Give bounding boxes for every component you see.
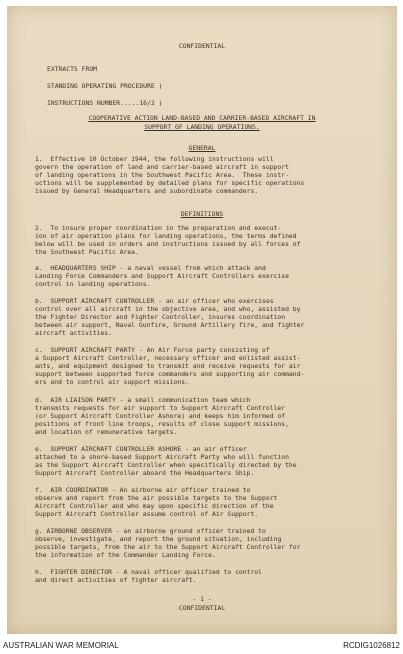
definition-g-line: g. AIRBORNE OBSERVER - an airborne ground officer trained to bbox=[35, 527, 266, 535]
definition-d-line: and location of remunerative targets. bbox=[35, 428, 178, 436]
definitions-intro-line: below will be used in orders and instructions issued by all forces of bbox=[35, 240, 301, 248]
general-para-line: 1. Effective 10 October 1944, the following instructions will bbox=[35, 155, 274, 163]
procedure-title: STANDING OPERATING PROCEDURE ) bbox=[47, 82, 163, 90]
general-para-line: uctions will be supplemented by detailed plans for specific operations bbox=[35, 179, 305, 187]
definition-g-line: observe, investigate, and report the ground situation, including bbox=[35, 535, 282, 543]
definition-e-line: e. SUPPORT AIRCRAFT CONTROLLER ASHORE - an air officer bbox=[35, 445, 247, 453]
classification-bottom: CONFIDENTIAL bbox=[178, 604, 226, 612]
definitions-intro-line: the Southwest Pacific Area. bbox=[35, 248, 139, 256]
definitions-intro-line: 2. To insure proper coordination in the preparation and execut- bbox=[35, 224, 282, 232]
archive-record-id: RCDIG1026812 bbox=[343, 641, 400, 650]
definition-c-line: support between supported force commanders and supporting air command- bbox=[35, 370, 305, 378]
page-number: - 1 - bbox=[192, 595, 212, 603]
definition-e-line: Support Aircraft Controller aboard the Headquarters Ship. bbox=[35, 469, 255, 477]
definition-b-line: the Fighter Director and Fighter Controller, insures coordination bbox=[35, 313, 286, 321]
definition-g-line: the information of the Commander Landing Force. bbox=[35, 551, 216, 559]
definition-b-line: control over all aircraft in the objective area, and who, assisted by bbox=[35, 305, 301, 313]
definition-f-line: f. AIR COORDINATOR - An airborne air officer trained to bbox=[35, 486, 251, 494]
extracts-from: EXTRACTS FROM bbox=[47, 65, 98, 73]
definition-g-line: possible targets, from the air to the Support Aircraft Controller for bbox=[35, 543, 301, 551]
definition-e-line: as the Support Aircraft Controller when specifically directed by the bbox=[35, 461, 297, 469]
archive-name: AUSTRALIAN WAR MEMORIAL bbox=[3, 641, 119, 650]
definition-h-line: h. FIGHTER DIRECTOR - A naval officer qualified to control bbox=[35, 568, 263, 576]
general-para-line: govern the operation of land and carrier-based aircraft in support bbox=[35, 163, 289, 171]
definition-a-line: Landing Force Commanders and Support Aircraft Controllers exercise bbox=[35, 272, 289, 280]
definition-e-line: attached to a shore-based Support Aircraft Party who will function bbox=[35, 453, 289, 461]
main-title-line-2: SUPPORT OF LANDING OPERATIONS. bbox=[144, 123, 260, 131]
document-page bbox=[7, 6, 397, 634]
definition-d-line: transmits requests for air support to Support Aircraft Controller bbox=[35, 404, 286, 412]
classification-top: CONFIDENTIAL bbox=[178, 42, 226, 50]
definition-a-line: control in landing operations. bbox=[35, 280, 151, 288]
section-definitions-heading: DEFINITIONS bbox=[180, 210, 224, 218]
definition-d-line: d. AIR LIAISON PARTY - a small communication team which bbox=[35, 396, 251, 404]
definition-c-line: ers and to control air support missions. bbox=[35, 378, 189, 386]
section-general-heading: GENERAL bbox=[188, 144, 216, 152]
definition-b-line: aircraft activities. bbox=[35, 329, 112, 337]
definition-c-line: ants, and equipment designed to transmit and receive requests for air bbox=[35, 362, 301, 370]
general-para-line: of landing operations in the Southwest Pacific Area. These instr- bbox=[35, 171, 289, 179]
archive-footer bbox=[0, 638, 403, 654]
definition-b-line: b. SUPPORT AIRCRAFT CONTROLLER - an air officer who exercises bbox=[35, 297, 274, 305]
definitions-intro-line: ion of air operation plans for landing operations, the terms defined bbox=[35, 232, 297, 240]
main-title-line-1: COOPERATIVE ACTION LAND-BASED AND CARRIER-BASED AIRCRAFT IN bbox=[88, 114, 316, 122]
definition-b-line: between air support, Naval Gunfire, Ground Artillery fire, and fighter bbox=[35, 321, 305, 329]
definition-h-line: and direct activities of fighter aircraft. bbox=[35, 576, 197, 584]
definition-f-line: observe and report from the air possible targets to the Support bbox=[35, 494, 278, 502]
definition-f-line: Aircraft Controller and who may upon specific direction of the bbox=[35, 502, 274, 510]
general-para-line: issued by General Headquarters and subordinate commanders. bbox=[35, 187, 259, 195]
definition-f-line: Support Aircraft Controller assume control of Air Support. bbox=[35, 510, 259, 518]
definition-c-line: a Support Aircraft Controller, necessary officer and enlisted assist- bbox=[35, 354, 301, 362]
instructions-number: INSTRUCTIONS NUMBER.....16/2 ) bbox=[47, 99, 163, 107]
definition-c-line: c. SUPPORT AIRCRAFT PARTY - An Air Force party consisting of bbox=[35, 346, 270, 354]
definition-d-line: (or Support Aircraft Controller Ashore) and keeps him informed of bbox=[35, 412, 286, 420]
definition-a-line: a. HEADQUARTERS SHIP - a naval vessel from which attack and bbox=[35, 264, 266, 272]
definition-d-line: positions of front line troops, results of close support missions, bbox=[35, 420, 289, 428]
